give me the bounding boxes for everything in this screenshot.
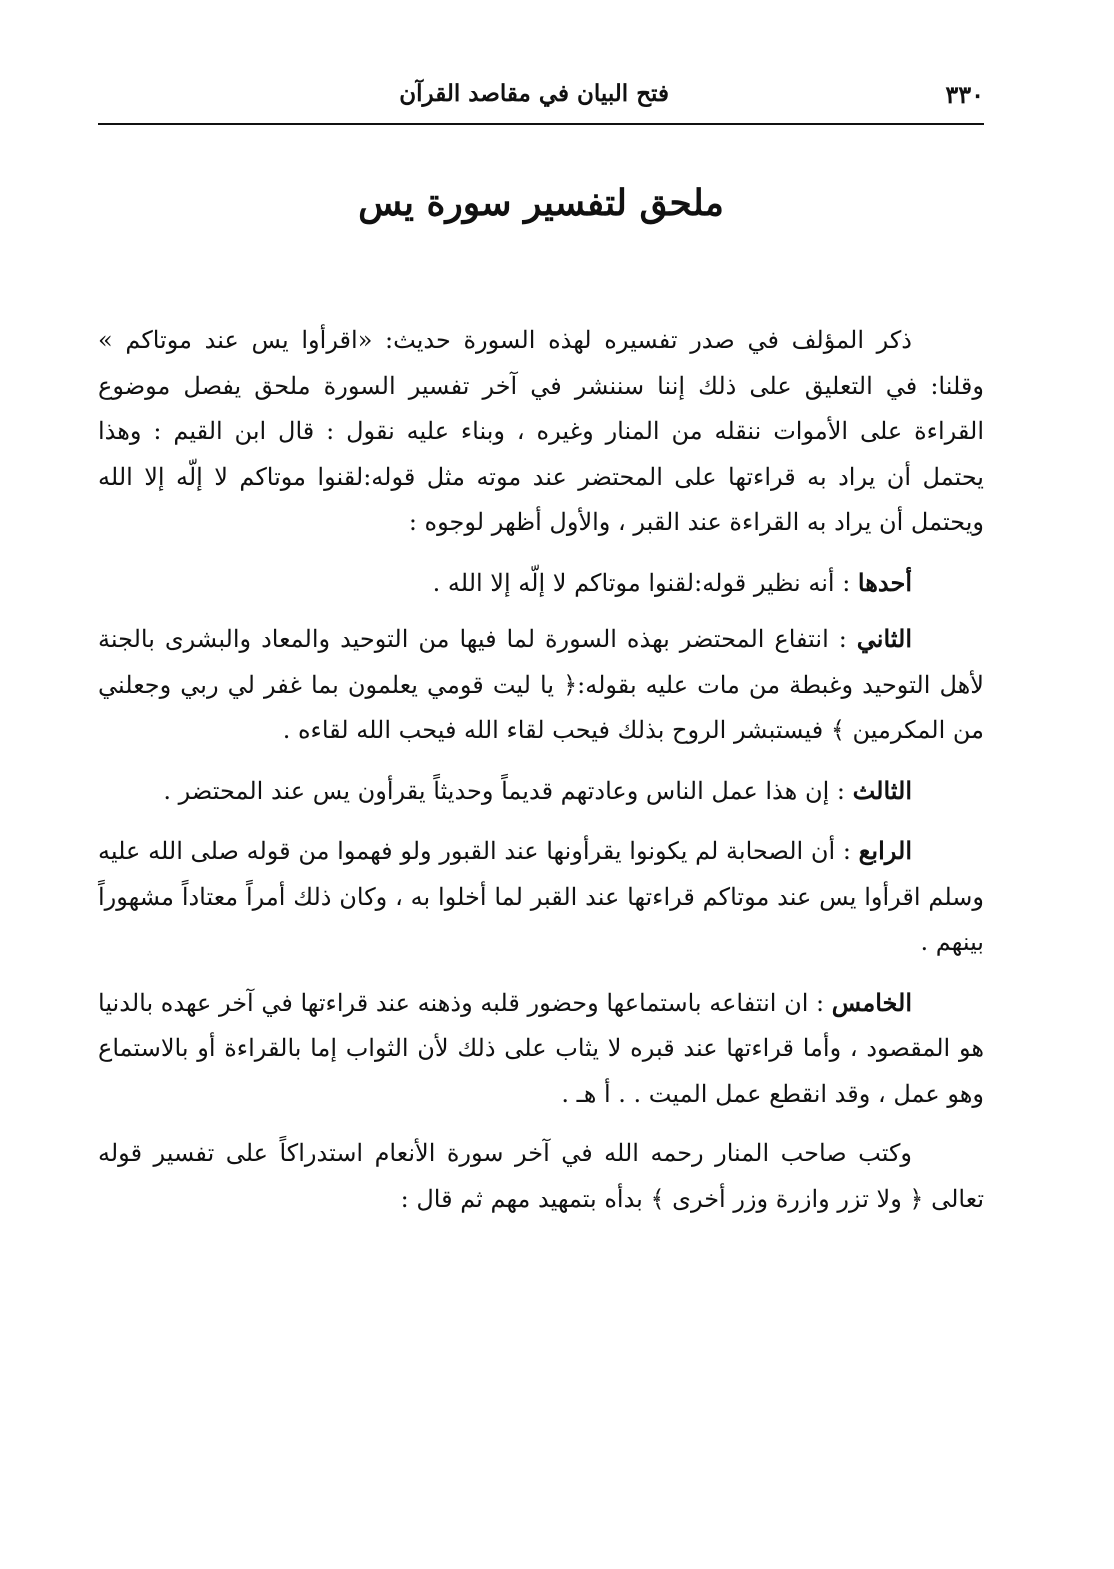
point-text-3: : إن هذا عمل الناس وعادتهم قديماً وحديثاً يقرأون يس عند المحتضر . <box>163 776 853 805</box>
point-paragraph-3 <box>98 768 984 815</box>
page-header <box>98 78 984 122</box>
intro-paragraph: ذكر المؤلف في صدر تفسيره لهذه السورة حديث: «اقرأوا يس عند موتاكم » وقلنا: في التعليق على ذلك إننا سننشر في آخر تفسير السورة ملحق يفصل موضوع القراءة على الأموات ننقله من المنار وغيره ، وبناء عليه نقول : قال ابن القيم : وهذا يحتمل أن يراد به قراءتها على المحتضر عند موته مثل قوله:لقنوا موتاكم لا إلّه إلا الله ويحتمل أن يراد به القراءة عند القبر ، والأول أظهر لوجوه : <box>98 326 984 536</box>
point-paragraph-2 <box>98 616 984 754</box>
closing-paragraph: وكتب صاحب المنار رحمه الله في آخر سورة الأنعام استدراكاً على تفسير قوله تعالى ﴿ ولا تزر وازرة وزر أخرى ﴾ بدأه بتمهيد مهم ثم قال : <box>98 1139 984 1213</box>
point-text-1: : أنه نظير قوله:لقنوا موتاكم لا إلّه إلا الله . <box>432 568 858 597</box>
point-paragraph-1 <box>98 560 984 607</box>
page-number: ٣٣٠ <box>945 80 984 109</box>
point-term-5: الخامس <box>831 987 912 1017</box>
point-term-3: الثالث <box>852 775 912 805</box>
point-term-2: الثاني <box>856 624 912 653</box>
point-text-5: : ان انتفاعه باستماعها وحضور قلبه وذهنه عند قراءتها في آخر عهده بالدنيا هو المقصود ، وأما قراءتها عند قبره لا يثاب على ذلك لأن الثواب إما بالقراءة أو بالاستماع وهو عمل ، وقد انقطع عمل الميت . . أ هـ . <box>98 988 984 1108</box>
point-paragraph-4 <box>98 828 984 966</box>
header-rule <box>98 123 984 125</box>
point-paragraph-5 <box>98 980 984 1118</box>
running-title: فتح البيان في مقاصد القرآن <box>399 80 669 107</box>
point-term-4: الرابع <box>858 836 912 865</box>
point-term-1: أحدها <box>857 567 912 597</box>
point-text-4: : أن الصحابة لم يكونوا يقرأونها عند القبور ولو فهموا من قوله صلى الله عليه وسلم اقرأوا يس عند موتاكم قراءتها عند القبر لما أخلوا به ، وكان ذلك أمراً معتاداً مشهوراً بينهم . <box>98 837 984 956</box>
chapter-title: ملحق لتفسير سورة يس <box>358 182 724 224</box>
body-text <box>98 318 984 1236</box>
point-text-2: : انتفاع المحتضر بهذه السورة لما فيها من التوحيد والمعاد والبشرى بالجنة لأهل التوحيد وغبطة من مات عليه بقوله:﴿ يا ليت قومي يعلمون بما غفر لي ربي وجعلني من المكرمين ﴾ فيستبشر الروح بذلك فيحب لقاء الله فيحب الله لقاءه . <box>98 625 984 744</box>
